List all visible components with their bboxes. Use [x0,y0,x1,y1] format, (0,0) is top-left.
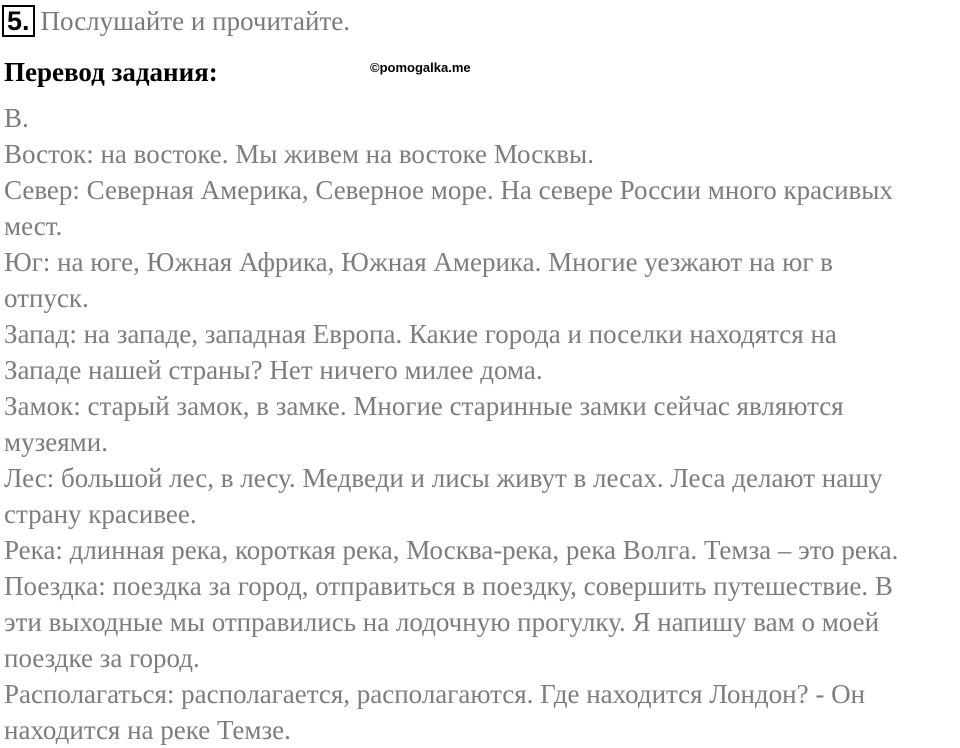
text-line: поездке за город. [4,643,200,673]
translation-text [4,100,960,748]
task-header [2,4,350,38]
text-line: Восток: на востоке. Мы живем на востоке Москвы. [4,139,594,169]
text-line: мест. [4,211,63,241]
text-line: отпуск. [4,283,89,313]
text-line: Западе нашей страны? Нет ничего милее дома. [4,355,543,385]
text-line: эти выходные мы отправились на лодочную прогулку. Я напишу вам о моей [4,607,880,637]
text-line: музеями. [4,427,108,457]
task-instruction: Послушайте и прочитайте. [40,6,350,36]
section-title: Перевод задания: [4,57,218,87]
text-line: страну красивее. [4,499,197,529]
text-line: Поездка: поездка за город, отправиться в поездку, совершить путешествие. В [4,571,893,601]
text-line: Север: Северная Америка, Северное море. На севере России много красивых [4,175,893,205]
text-line: Располагаться: располагается, располагаются. Где находится Лондон? - Он [4,679,866,709]
text-line: Юг: на юге, Южная Африка, Южная Америка. Многие уезжают на юг в [4,247,833,277]
text-line: Река: длинная река, короткая река, Москва-река, река Волга. Темза – это река. [4,535,899,565]
text-line: Замок: старый замок, в замке. Многие старинные замки сейчас являются [4,391,844,421]
task-number: 5. [2,5,35,37]
text-line: B. [4,103,29,133]
watermark: ©pomogalka.me [370,60,471,75]
text-line: находится на реке Темзе. [4,715,291,745]
text-line: Лес: большой лес, в лесу. Медведи и лисы живут в лесах. Леса делают нашу [4,463,883,493]
text-line: Запад: на западе, западная Европа. Какие города и поселки находятся на [4,319,837,349]
